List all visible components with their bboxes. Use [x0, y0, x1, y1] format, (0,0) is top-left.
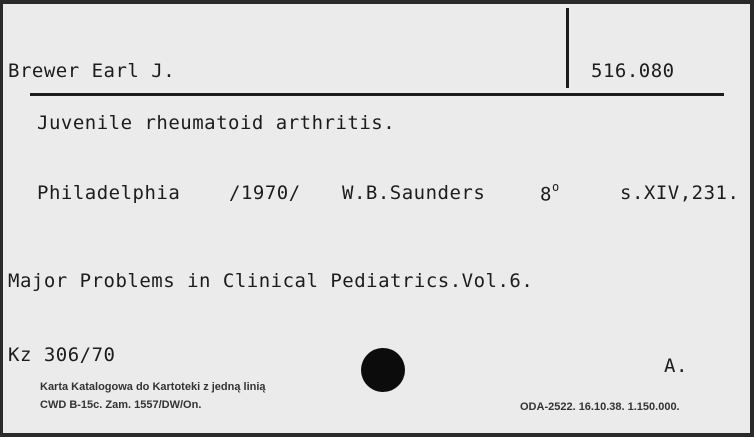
title: Juvenile rheumatoid arthritis.: [37, 112, 396, 134]
print-info: ODA-2522. 16.10.38. 1.150.000.: [520, 401, 680, 413]
letter-mark: A.: [664, 355, 688, 377]
card-border-bottom: [0, 433, 754, 437]
call-number: 516.080: [591, 60, 675, 82]
pages: s.XIV,231.: [620, 182, 740, 204]
horizontal-rule: [30, 93, 724, 96]
publisher: W.B.Saunders: [342, 182, 486, 204]
card-border-right: [750, 0, 754, 437]
shelf-mark: Kz 306/70: [8, 344, 116, 366]
author: Brewer Earl J.: [8, 60, 176, 82]
year: /1970/: [229, 182, 301, 204]
card-border-top: [0, 0, 754, 4]
format: 8$^o$: [540, 180, 560, 206]
footer-line-2: CWD B-15c. Zam. 1557/DW/On.: [40, 399, 202, 411]
card-border-left: [0, 0, 3, 437]
place: Philadelphia: [37, 182, 181, 204]
vertical-divider: [566, 8, 569, 88]
series: Major Problems in Clinical Pediatrics.Vol.6.: [8, 270, 534, 292]
punch-hole: [361, 348, 405, 392]
footer-line-1: Karta Katalogowa do Kartoteki z jedną linią: [40, 381, 266, 393]
